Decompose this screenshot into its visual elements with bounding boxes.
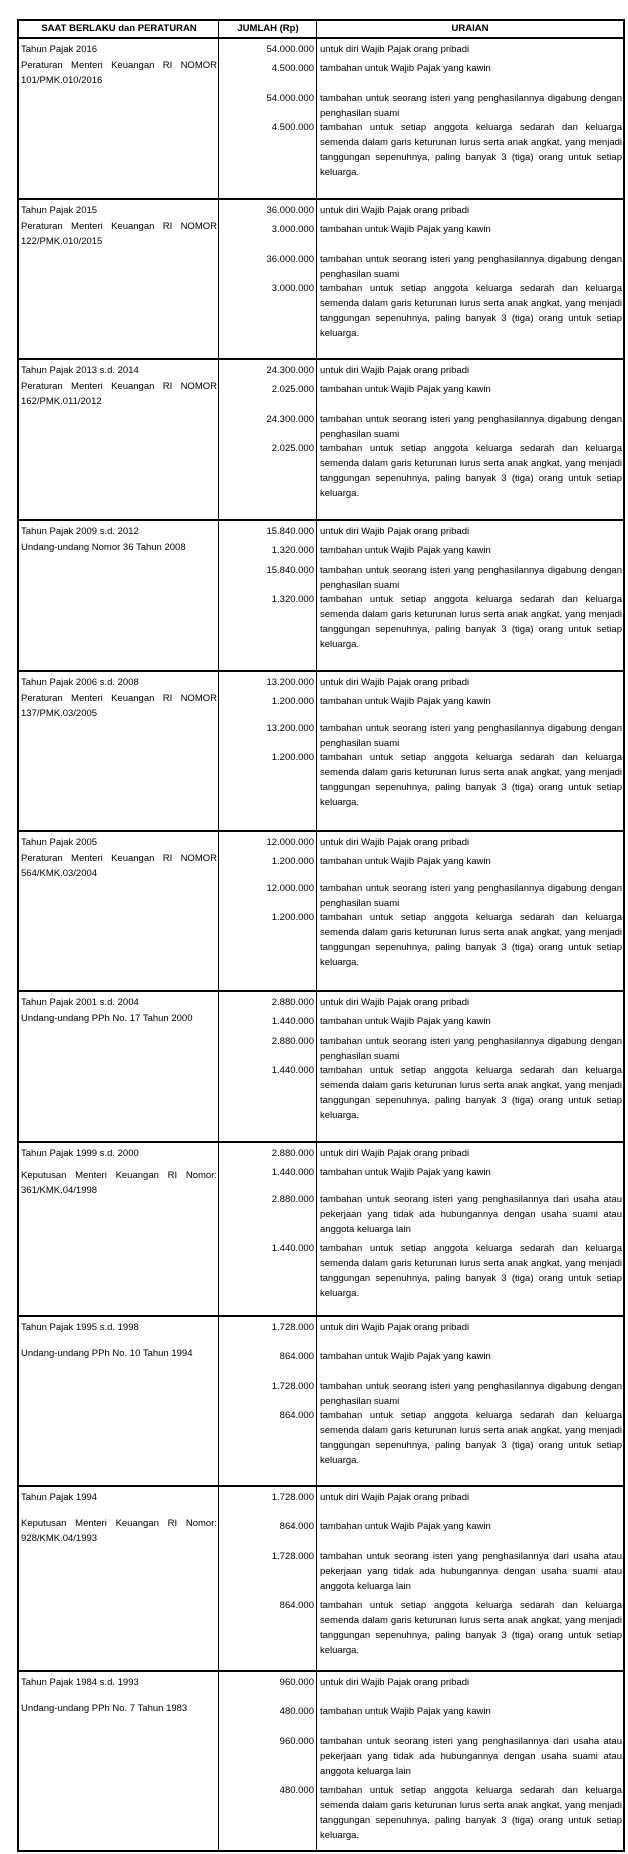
description-cell: tambahan untuk seorang isteri yang penghasilannya dari usaha atau pekerjaan yang tidak ada hubungannya dengan usaha suami atau anggota keluarga lain — [320, 1736, 622, 1777]
amount-cell: 2.880.000 — [271, 1148, 314, 1159]
description-cell: untuk diri Wajib Pajak orang pribadi — [320, 526, 470, 537]
regulation: Undang-undang Nomor 36 Tahun 2008 — [21, 542, 186, 553]
description-cell: tambahan untuk Wajib Pajak yang kawin — [320, 1521, 491, 1532]
description-cell: untuk diri Wajib Pajak orang pribadi — [320, 837, 470, 848]
description-cell: tambahan untuk seorang isteri yang penghasilannya digabung dengan penghasilan suami — [320, 723, 622, 749]
row-divider — [17, 990, 625, 992]
row-divider — [17, 1315, 625, 1317]
amount-cell: 1.440.000 — [271, 1167, 314, 1178]
description-cell: tambahan untuk setiap anggota keluarga sedarah dan keluarga semenda dalam garis keturunan lurus serta anak angkat, yang menjadi tanggungan sepenuhnya, paling banyak 3 (tiga) orang untuk setiap keluarga. — [320, 1065, 622, 1121]
table-row — [0, 1671, 628, 1852]
amount-cell: 36.000.000 — [266, 254, 314, 265]
description-cell: untuk diri Wajib Pajak orang pribadi — [320, 1492, 470, 1503]
amount-cell: 3.000.000 — [271, 283, 314, 294]
description-cell: untuk diri Wajib Pajak orang pribadi — [320, 997, 470, 1008]
description-cell: tambahan untuk seorang isteri yang penghasilannya digabung dengan penghasilan suami — [320, 414, 622, 440]
amount-cell: 864.000 — [279, 1521, 314, 1532]
amount-cell: 2.880.000 — [271, 1194, 314, 1205]
row-divider — [17, 670, 625, 672]
amount-cell: 1.320.000 — [271, 545, 314, 556]
amount-cell: 2.025.000 — [271, 384, 314, 395]
description-cell: tambahan untuk setiap anggota keluarga sedarah dan keluarga semenda dalam garis keturunan lurus serta anak angkat, yang menjadi tanggungan sepenuhnya, paling banyak 3 (tiga) orang untuk setiap keluarga. — [320, 443, 622, 499]
description-cell: tambahan untuk seorang isteri yang penghasilannya digabung dengan penghasilan suami — [320, 883, 622, 909]
description-cell: tambahan untuk Wajib Pajak yang kawin — [320, 1351, 491, 1362]
description-cell: untuk diri Wajib Pajak orang pribadi — [320, 365, 470, 376]
table-row — [0, 991, 628, 1142]
amount-cell: 864.000 — [279, 1410, 314, 1421]
amount-cell: 54.000.000 — [266, 93, 314, 104]
amount-cell: 480.000 — [279, 1785, 314, 1796]
table-row — [0, 1142, 628, 1316]
column-divider-1 — [218, 19, 219, 1852]
row-divider — [17, 198, 625, 200]
description-cell: tambahan untuk setiap anggota keluarga sedarah dan keluarga semenda dalam garis keturunan lurus serta anak angkat, yang menjadi tanggungan sepenuhnya, paling banyak 3 (tiga) orang untuk setiap keluarga. — [320, 1600, 622, 1656]
amount-cell: 15.840.000 — [266, 565, 314, 576]
amount-cell: 960.000 — [279, 1736, 314, 1747]
tax-year: Tahun Pajak 1994 — [21, 1492, 98, 1503]
tax-year: Tahun Pajak 2005 — [21, 837, 98, 848]
tax-year: Tahun Pajak 1999 s.d. 2000 — [21, 1148, 139, 1159]
description-cell: tambahan untuk seorang isteri yang penghasilannya digabung dengan penghasilan suami — [320, 565, 622, 591]
tax-year: Tahun Pajak 1995 s.d. 1998 — [21, 1322, 139, 1333]
row-divider — [17, 519, 625, 521]
description-cell: tambahan untuk setiap anggota keluarga sedarah dan keluarga semenda dalam garis keturunan lurus serta anak angkat, yang menjadi tanggungan sepenuhnya, paling banyak 3 (tiga) orang untuk setiap keluarga. — [320, 1410, 622, 1466]
amount-cell: 2.025.000 — [271, 443, 314, 454]
description-cell: tambahan untuk Wajib Pajak yang kawin — [320, 63, 491, 74]
amount-cell: 15.840.000 — [266, 526, 314, 537]
amount-cell: 960.000 — [279, 1677, 314, 1688]
description-cell: tambahan untuk seorang isteri yang penghasilannya digabung dengan penghasilan suami — [320, 93, 622, 119]
regulation: Undang-undang PPh No. 10 Tahun 1994 — [21, 1348, 193, 1359]
row-divider — [17, 830, 625, 832]
description-cell: tambahan untuk setiap anggota keluarga sedarah dan keluarga semenda dalam garis keturunan lurus serta anak angkat, yang menjadi tanggungan sepenuhnya, paling banyak 3 (tiga) orang untuk setiap keluarga. — [320, 122, 622, 178]
table-row — [0, 199, 628, 359]
description-cell: untuk diri Wajib Pajak orang pribadi — [320, 1148, 470, 1159]
regulation: Peraturan Menteri Keuangan RI NOMOR 564/KMK.03/2004 — [21, 853, 217, 879]
row-divider — [17, 1485, 625, 1487]
description-cell: untuk diri Wajib Pajak orang pribadi — [320, 1322, 470, 1333]
description-cell: untuk diri Wajib Pajak orang pribadi — [320, 1677, 470, 1688]
description-cell: tambahan untuk Wajib Pajak yang kawin — [320, 384, 491, 395]
amount-cell: 2.880.000 — [271, 997, 314, 1008]
amount-cell: 12.000.000 — [266, 837, 314, 848]
description-cell: tambahan untuk seorang isteri yang penghasilannya digabung dengan penghasilan suami — [320, 1381, 622, 1407]
amount-cell: 3.000.000 — [271, 224, 314, 235]
tax-year: Tahun Pajak 2015 — [21, 205, 98, 216]
tax-year: Tahun Pajak 2001 s.d. 2004 — [21, 997, 139, 1008]
tax-year: Tahun Pajak 2013 s.d. 2014 — [21, 365, 139, 376]
header-jumlah: JUMLAH (Rp) — [237, 23, 299, 34]
row-divider — [17, 1141, 625, 1143]
description-cell: untuk diri Wajib Pajak orang pribadi — [320, 44, 470, 55]
description-cell: tambahan untuk Wajib Pajak yang kawin — [320, 1706, 491, 1717]
description-cell: tambahan untuk Wajib Pajak yang kawin — [320, 856, 491, 867]
table-row — [0, 671, 628, 831]
amount-cell: 1.728.000 — [271, 1492, 314, 1503]
amount-cell: 480.000 — [279, 1706, 314, 1717]
description-cell: tambahan untuk Wajib Pajak yang kawin — [320, 1016, 491, 1027]
description-cell: tambahan untuk seorang isteri yang penghasilannya digabung dengan penghasilan suami — [320, 1036, 622, 1062]
table-row — [0, 831, 628, 991]
amount-cell: 12.000.000 — [266, 883, 314, 894]
amount-cell: 1.728.000 — [271, 1322, 314, 1333]
regulation: Undang-undang PPh No. 7 Tahun 1983 — [21, 1703, 188, 1714]
amount-cell: 24.300.000 — [266, 365, 314, 376]
amount-cell: 24.300.000 — [266, 414, 314, 425]
column-divider-2 — [316, 19, 317, 1852]
description-cell: tambahan untuk seorang isteri yang penghasilannya digabung dengan penghasilan suami — [320, 254, 622, 280]
description-cell: tambahan untuk setiap anggota keluarga sedarah dan keluarga semenda dalam garis keturunan lurus serta anak angkat, yang menjadi tanggungan sepenuhnya, paling banyak 3 (tiga) orang untuk setiap keluarga. — [320, 283, 622, 339]
amount-cell: 13.200.000 — [266, 723, 314, 734]
tax-year: Tahun Pajak 2006 s.d. 2008 — [21, 677, 139, 688]
amount-cell: 1.200.000 — [271, 912, 314, 923]
description-cell: untuk diri Wajib Pajak orang pribadi — [320, 677, 470, 688]
regulation: Keputusan Menteri Keuangan RI Nomor: 928/KMK.04/1993 — [21, 1518, 217, 1544]
amount-cell: 864.000 — [279, 1351, 314, 1362]
description-cell: tambahan untuk setiap anggota keluarga sedarah dan keluarga semenda dalam garis keturunan lurus serta anak angkat, yang menjadi tanggungan sepenuhnya, paling banyak 3 (tiga) orang untuk setiap keluarga. — [320, 912, 622, 968]
regulation: Peraturan Menteri Keuangan RI NOMOR 162/PMK.011/2012 — [21, 381, 217, 407]
description-cell: tambahan untuk seorang isteri yang penghasilannya dari usaha atau pekerjaan yang tidak ada hubungannya dengan usaha suami atau anggota keluarga lain — [320, 1551, 622, 1592]
description-cell: tambahan untuk setiap anggota keluarga sedarah dan keluarga semenda dalam garis keturunan lurus serta anak angkat, yang menjadi tanggungan sepenuhnya, paling banyak 3 (tiga) orang untuk setiap keluarga. — [320, 1243, 622, 1299]
description-cell: tambahan untuk Wajib Pajak yang kawin — [320, 224, 491, 235]
amount-cell: 1.200.000 — [271, 752, 314, 763]
tax-year: Tahun Pajak 2016 — [21, 44, 98, 55]
header-uraian: URAIAN — [451, 23, 489, 34]
regulation: Peraturan Menteri Keuangan RI NOMOR 122/PMK.010/2015 — [21, 221, 217, 247]
tax-year: Tahun Pajak 2009 s.d. 2012 — [21, 526, 139, 537]
amount-cell: 54.000.000 — [266, 44, 314, 55]
description-cell: tambahan untuk Wajib Pajak yang kawin — [320, 696, 491, 707]
amount-cell: 1.440.000 — [271, 1243, 314, 1254]
regulation: Peraturan Menteri Keuangan RI NOMOR 137/PMK.03/2005 — [21, 693, 217, 719]
row-divider — [17, 1670, 625, 1672]
description-cell: tambahan untuk Wajib Pajak yang kawin — [320, 545, 491, 556]
amount-cell: 1.728.000 — [271, 1551, 314, 1562]
amount-cell: 1.728.000 — [271, 1381, 314, 1392]
regulation: Keputusan Menteri Keuangan RI Nomor: 361/KMK.04/1998 — [21, 1170, 217, 1196]
amount-cell: 864.000 — [279, 1600, 314, 1611]
amount-cell: 1.320.000 — [271, 594, 314, 605]
amount-cell: 1.440.000 — [271, 1065, 314, 1076]
table-row — [0, 38, 628, 199]
table-row — [0, 1316, 628, 1486]
amount-cell: 1.440.000 — [271, 1016, 314, 1027]
regulation: Peraturan Menteri Keuangan RI NOMOR 101/PMK.010/2016 — [21, 60, 217, 86]
description-cell: tambahan untuk seorang isteri yang penghasilannya dari usaha atau pekerjaan yang tidak ada hubungannya dengan usaha suami atau anggota keluarga lain — [320, 1194, 622, 1235]
description-cell: tambahan untuk Wajib Pajak yang kawin — [320, 1167, 491, 1178]
tax-year: Tahun Pajak 1984 s.d. 1993 — [21, 1677, 139, 1688]
amount-cell: 13.200.000 — [266, 677, 314, 688]
description-cell: tambahan untuk setiap anggota keluarga sedarah dan keluarga semenda dalam garis keturunan lurus serta anak angkat, yang menjadi tanggungan sepenuhnya, paling banyak 3 (tiga) orang untuk setiap keluarga. — [320, 594, 622, 650]
amount-cell: 36.000.000 — [266, 205, 314, 216]
row-divider — [17, 37, 625, 39]
table-row — [0, 359, 628, 520]
header-saat-berlaku: SAAT BERLAKU dan PERATURAN — [41, 23, 197, 34]
row-divider — [17, 358, 625, 360]
amount-cell: 1.200.000 — [271, 856, 314, 867]
description-cell: tambahan untuk setiap anggota keluarga sedarah dan keluarga semenda dalam garis keturunan lurus serta anak angkat, yang menjadi tanggungan sepenuhnya, paling banyak 3 (tiga) orang untuk setiap keluarga. — [320, 752, 622, 808]
regulation: Undang-undang PPh No. 17 Tahun 2000 — [21, 1013, 193, 1024]
amount-cell: 1.200.000 — [271, 696, 314, 707]
table-row — [0, 520, 628, 671]
description-cell: tambahan untuk setiap anggota keluarga sedarah dan keluarga semenda dalam garis keturunan lurus serta anak angkat, yang menjadi tanggungan sepenuhnya, paling banyak 3 (tiga) orang untuk setiap keluarga. — [320, 1785, 622, 1841]
amount-cell: 4.500.000 — [271, 122, 314, 133]
description-cell: untuk diri Wajib Pajak orang pribadi — [320, 205, 470, 216]
amount-cell: 2.880.000 — [271, 1036, 314, 1047]
table-row — [0, 1486, 628, 1671]
amount-cell: 4.500.000 — [271, 63, 314, 74]
